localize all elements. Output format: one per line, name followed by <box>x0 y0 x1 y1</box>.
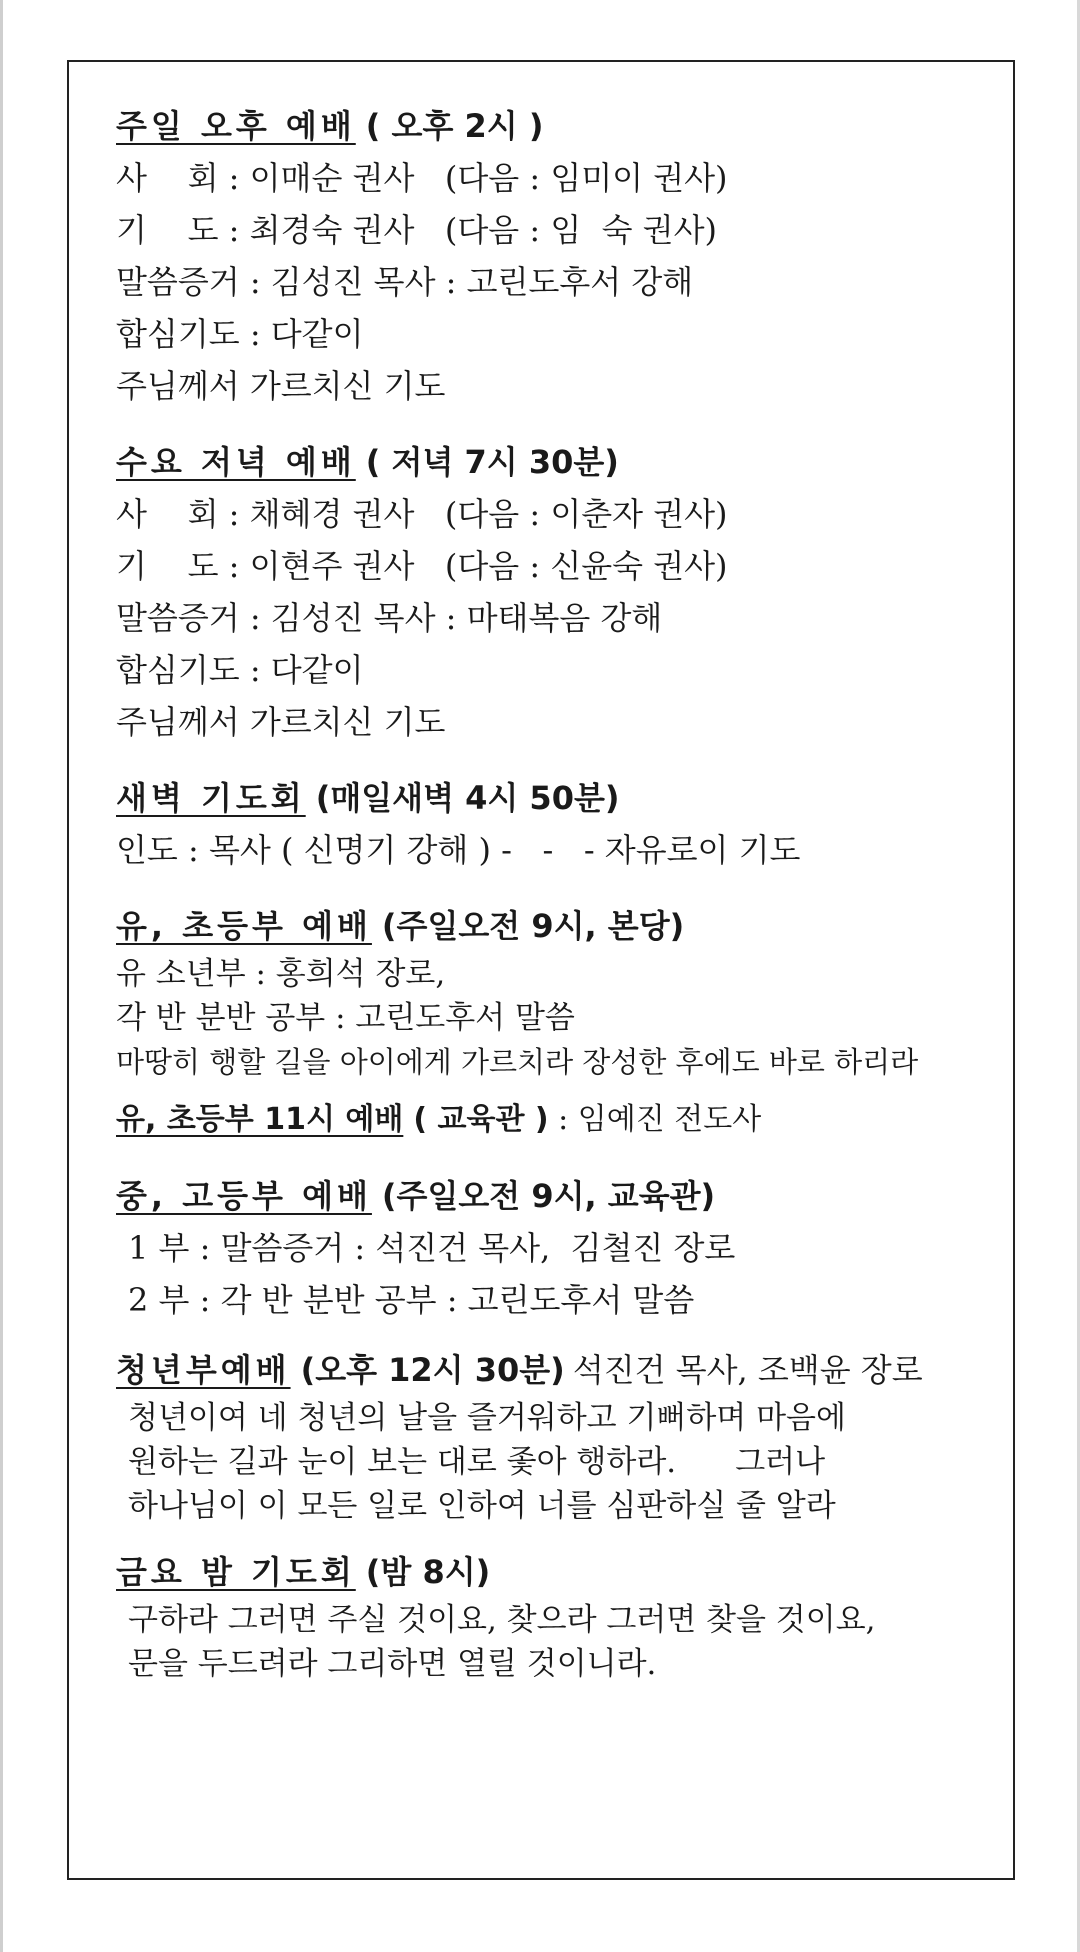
bulletin-content <box>116 100 996 1686</box>
detail-line: 2 부 : 각 반 분반 공부 : 고린도후서 말씀 <box>128 1281 695 1319</box>
detail-line: 사 회 : 채혜경 권사 (다음 : 이춘자 권사) <box>116 495 728 533</box>
detail-line: 말씀증거 : 김성진 목사 : 마태복음 강해 <box>116 599 663 637</box>
detail-line: 말씀증거 : 김성진 목사 : 고린도후서 강해 <box>116 263 694 301</box>
section-sunday-afternoon <box>116 100 996 412</box>
section-time: (주일오전 9시, 본당) <box>381 907 685 945</box>
page-edge-left <box>0 0 3 1952</box>
section-kids-service <box>116 900 996 1084</box>
section-heading <box>116 1546 996 1598</box>
section-title: 중, 고등부 예배 <box>116 1177 372 1215</box>
section-time: ( 저녁 7시 30분) <box>365 443 619 481</box>
section-time: (주일오전 9시, 교육관) <box>381 1177 716 1215</box>
detail-line: 원하는 길과 눈이 보는 대로 좇아 행하라. 그러나 <box>128 1444 826 1480</box>
section-heading <box>116 1170 996 1222</box>
detail-line: 각 반 분반 공부 : 고린도후서 말씀 <box>116 1000 575 1036</box>
detail-line: 마땅히 행할 길을 아이에게 가르치라 장성한 후에도 바로 하리라 <box>116 1045 919 1079</box>
detail-line: 인도 : 목사 ( 신명기 강해 ) - - - 자유로이 기도 <box>116 831 801 869</box>
section-time: (매일새벽 4시 50분) <box>315 779 620 817</box>
spacer <box>116 1326 996 1344</box>
section-time: (오후 12시 30분) <box>300 1351 565 1389</box>
detail-line: 주님께서 가르치신 기도 <box>116 367 446 405</box>
section-heading <box>116 900 996 952</box>
section-title: 수요 저녁 예배 <box>116 443 356 481</box>
detail-line: 유 소년부 : 홍희석 장로, <box>116 956 446 992</box>
detail-line: 합심기도 : 다같이 <box>116 315 364 353</box>
spacer <box>116 876 996 900</box>
section-heading <box>116 1344 996 1396</box>
section-heading <box>116 772 996 824</box>
section-wednesday-evening <box>116 436 996 748</box>
section-dawn-prayer <box>116 772 996 876</box>
section-title: 유, 초등부 11시 예배 <box>116 1102 404 1137</box>
section-time: ( 오후 2시 ) <box>365 107 544 145</box>
section-title: 주일 오후 예배 <box>116 107 356 145</box>
section-title: 새벽 기도회 <box>116 779 306 817</box>
section-title: 청년부예배 <box>116 1351 291 1389</box>
section-title: 금요 밤 기도회 <box>116 1553 356 1591</box>
section-young-adult <box>116 1344 996 1528</box>
detail-line: 사 회 : 이매순 권사 (다음 : 임미이 권사) <box>116 159 728 197</box>
spacer <box>116 1528 996 1546</box>
spacer <box>116 1146 996 1170</box>
section-friday-night <box>116 1546 996 1686</box>
detail-line: 하나님이 이 모든 일로 인하여 너를 심판하실 줄 알라 <box>128 1488 836 1524</box>
detail-line: 1 부 : 말씀증거 : 석진건 목사, 김철진 장로 <box>128 1229 736 1267</box>
detail-line: 청년이여 네 청년의 날을 즐거워하고 기뻐하며 마음에 <box>128 1400 846 1436</box>
detail-line: 구하라 그러면 주실 것이요, 찾으라 그러면 찾을 것이요, <box>128 1602 876 1638</box>
section-youth-service <box>116 1170 996 1326</box>
section-time: (밤 8시) <box>365 1553 491 1591</box>
section-heading <box>116 1094 996 1146</box>
spacer <box>116 412 996 436</box>
section-time: ( 교육관 ) <box>413 1102 549 1137</box>
spacer <box>116 1084 996 1094</box>
detail-line: 합심기도 : 다같이 <box>116 651 364 689</box>
section-leader: : 임예진 전도사 <box>548 1102 762 1137</box>
spacer <box>116 748 996 772</box>
section-heading <box>116 100 996 152</box>
detail-line: 문을 두드려라 그리하면 열릴 것이니라. <box>128 1646 657 1682</box>
detail-line: 주님께서 가르치신 기도 <box>116 703 446 741</box>
section-kids-11am <box>116 1094 996 1146</box>
detail-line: 기 도 : 최경숙 권사 (다음 : 임 숙 권사) <box>116 211 717 249</box>
section-heading <box>116 436 996 488</box>
section-leader: 석진건 목사, 조백윤 장로 <box>572 1351 923 1389</box>
section-title: 유, 초등부 예배 <box>116 907 372 945</box>
detail-line: 기 도 : 이현주 권사 (다음 : 신윤숙 권사) <box>116 547 728 585</box>
